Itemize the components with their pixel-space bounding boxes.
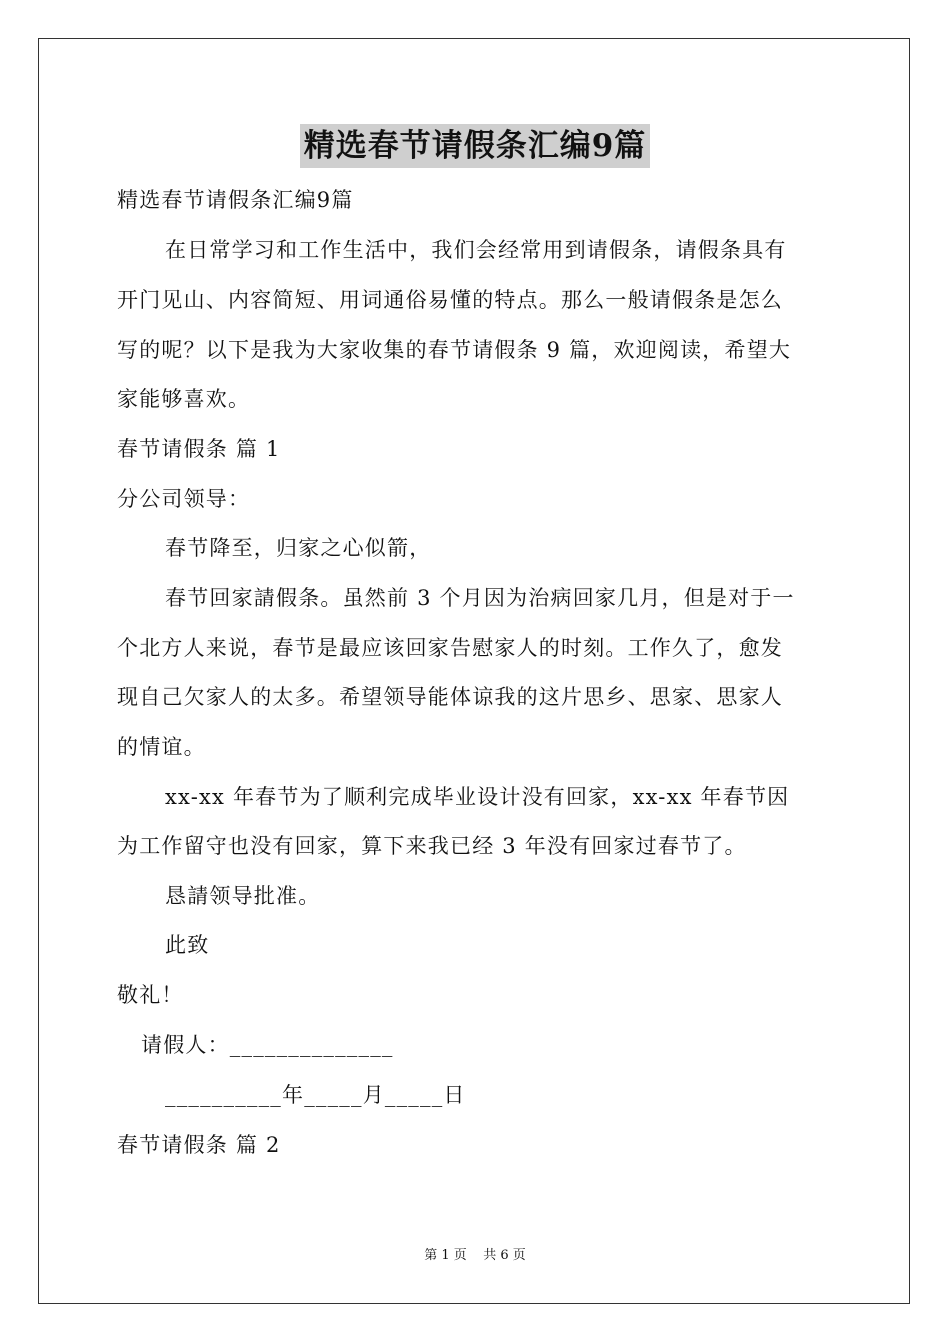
section1-para3-line1: xx-xx 年春节为了顺利完成毕业设计没有回家，xx-xx 年春节因 <box>165 785 790 809</box>
section1-para2-line3: 现自己欠家人的太多。希望领导能体谅我的这片思乡、思家、思家人 <box>117 685 783 709</box>
section1-para2-line2: 个北方人来说，春节是最应该回家告慰家人的时刻。工作久了，愈发 <box>117 636 783 660</box>
document-subtitle: 精选春节请假条汇编9篇 <box>117 188 354 212</box>
section1-para2-line4: 的情谊。 <box>117 735 206 759</box>
page-border <box>38 38 910 1304</box>
date-line: __________年_____月_____日 <box>165 1083 466 1107</box>
document-title: 精选春节请假条汇编9篇 <box>300 124 651 168</box>
intro-line-4: 家能够喜欢。 <box>117 387 251 411</box>
section1-closing1: 此致 <box>165 933 210 957</box>
section1-salutation: 分公司领导： <box>117 487 251 511</box>
intro-line-1: 在日常学习和工作生活中，我们会经常用到请假条，请假条具有 <box>165 238 787 262</box>
intro-line-3: 写的呢？以下是我为大家收集的春节请假条 9 篇，欢迎阅读，希望大 <box>117 338 792 362</box>
section1-closing2: 敬礼！ <box>117 983 184 1007</box>
section1-heading: 春节请假条 篇 1 <box>117 437 281 461</box>
section1-para3-line2: 为工作留守也没有回家，算下来我已经 3 年没有回家过春节了。 <box>117 834 747 858</box>
page-footer: 第 1 页 共 6 页 <box>424 1248 526 1263</box>
section2-heading: 春节请假条 篇 2 <box>117 1133 281 1157</box>
intro-line-2: 开门见山、内容简短、用词通俗易懂的特点。那么一般请假条是怎么 <box>117 288 783 312</box>
title-wrapper <box>0 124 950 168</box>
section1-para1: 春节降至，归家之心似箭， <box>165 536 432 560</box>
applicant-line: 请假人：______________ <box>141 1033 394 1057</box>
section1-para4: 恳請领导批准。 <box>165 884 321 908</box>
section1-para2-line1: 春节回家請假条。虽然前 3 个月因为治病回家几月，但是对于一 <box>165 586 795 610</box>
